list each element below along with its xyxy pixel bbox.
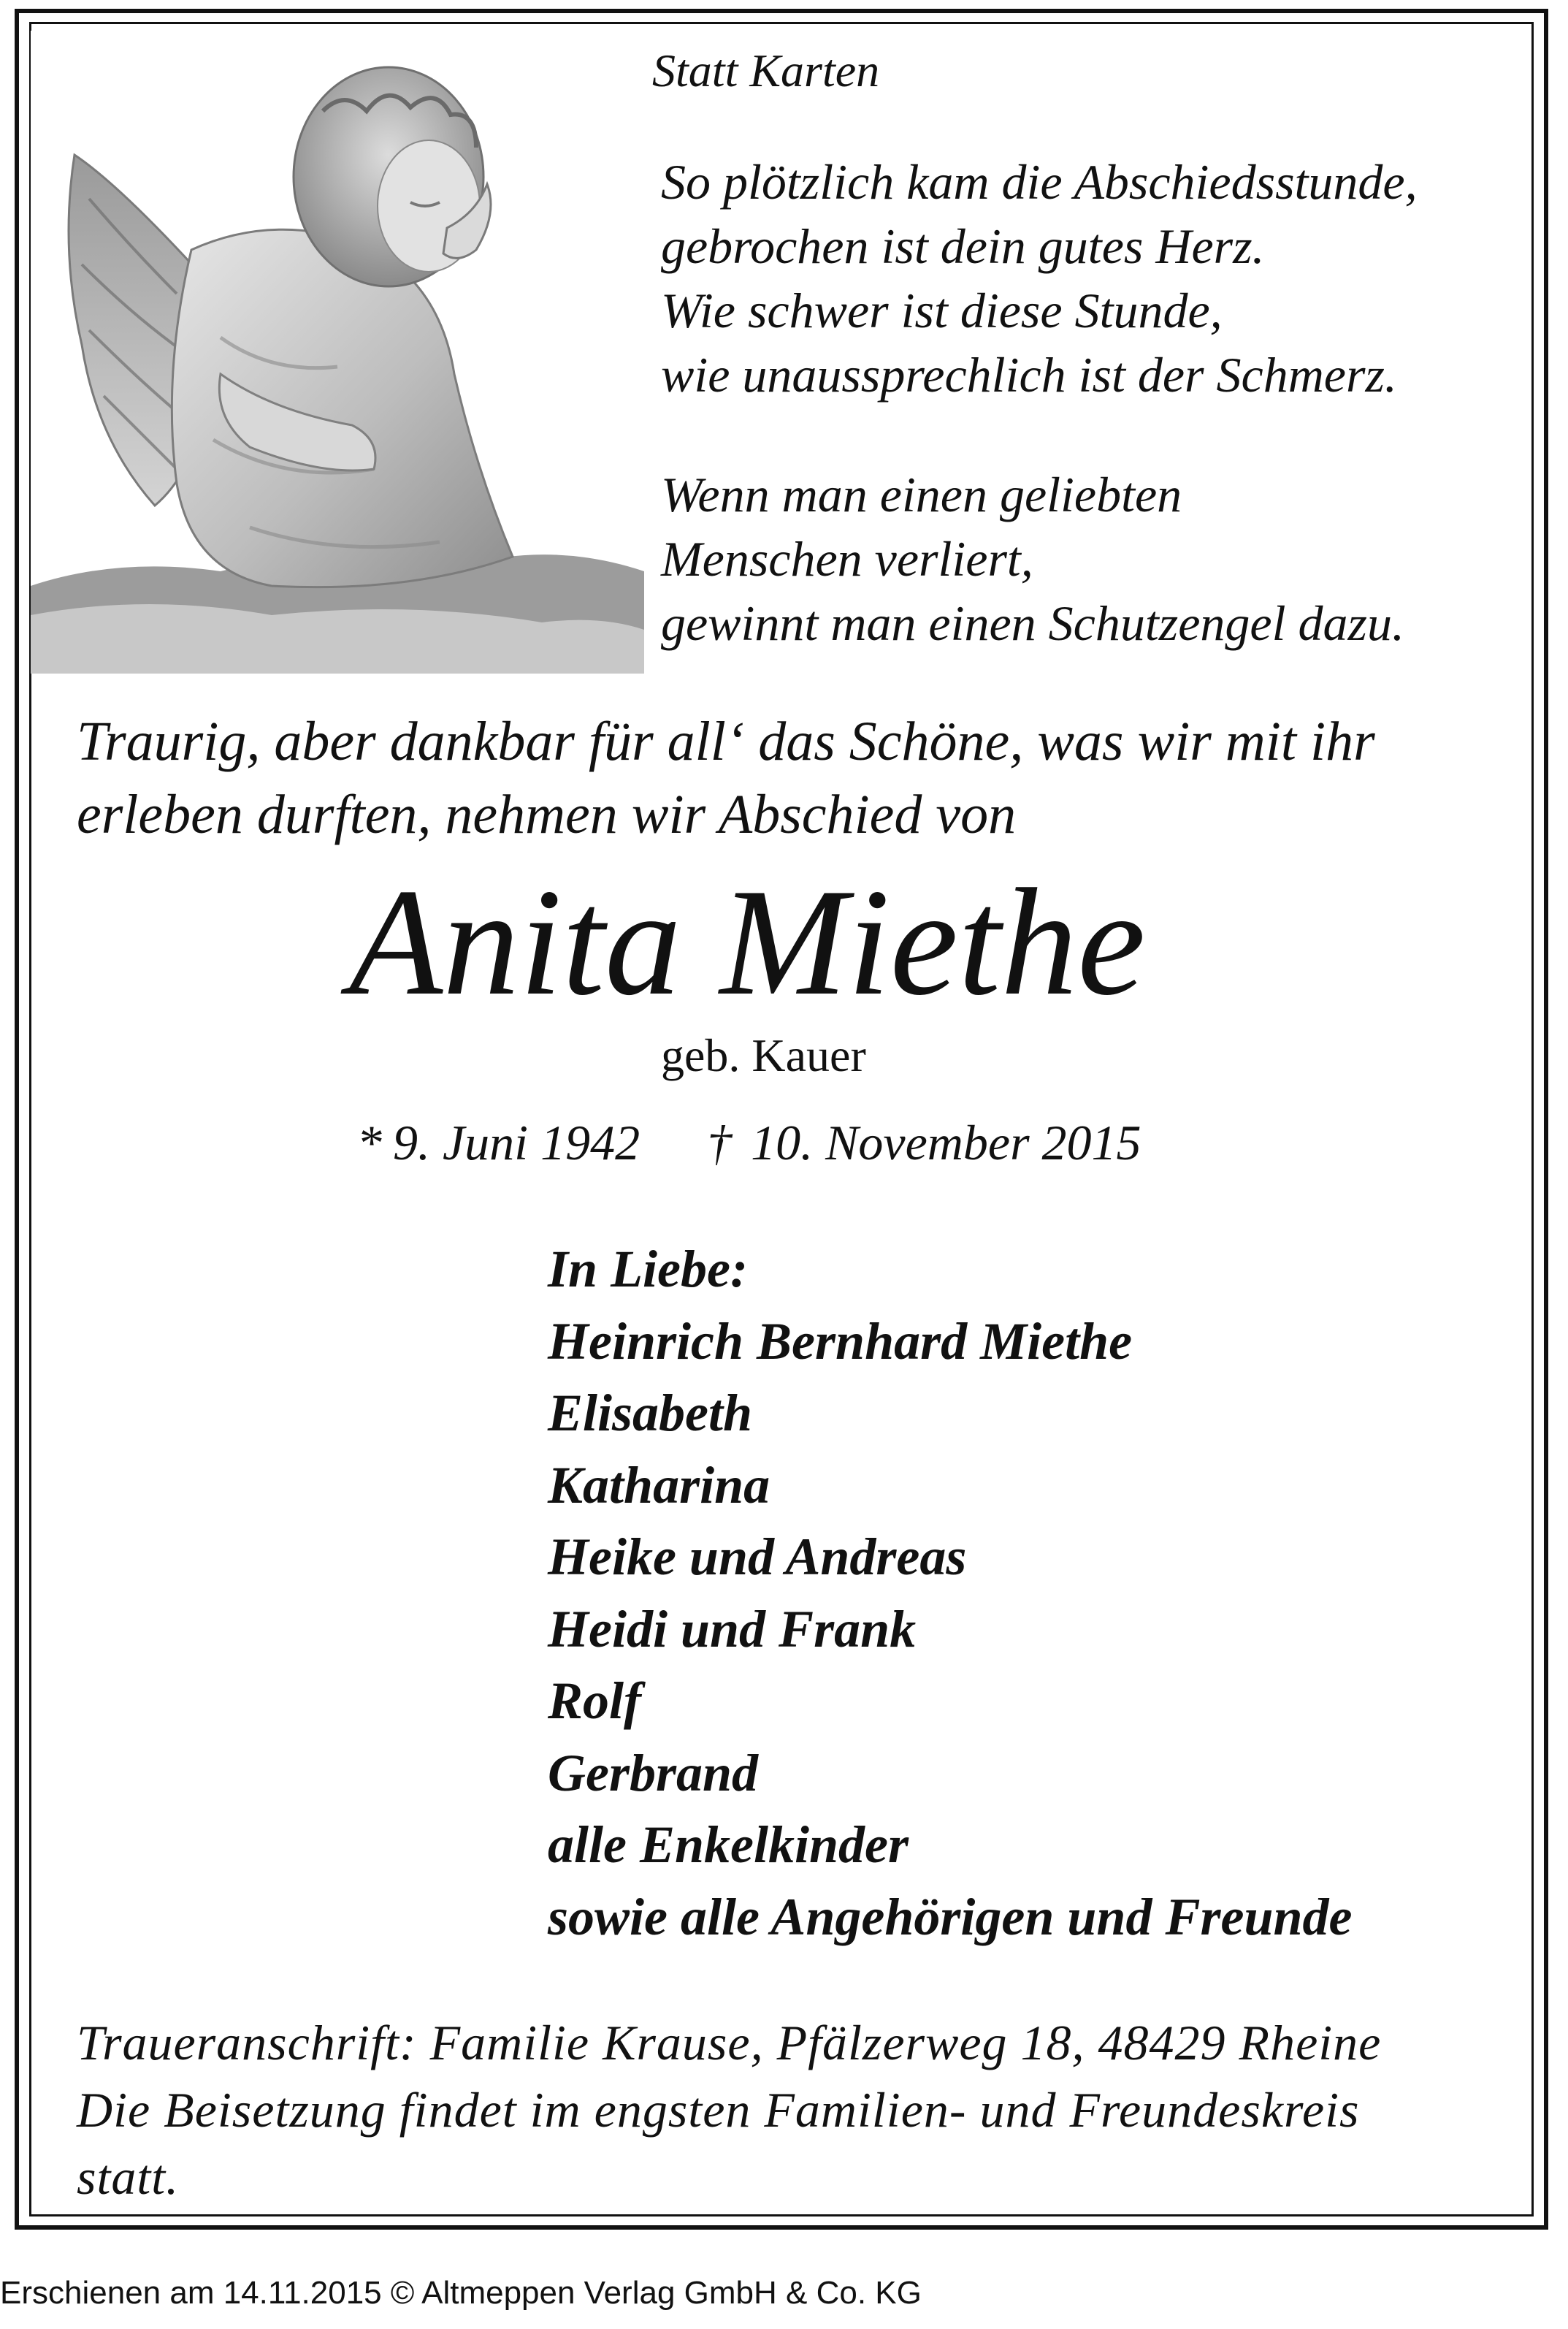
- mourner-entry: Katharina: [548, 1455, 770, 1514]
- poem-line: Wenn man einen geliebten: [661, 467, 1182, 522]
- life-dates: [359, 1114, 1141, 1172]
- publication-footer: Erschienen am 14.11.2015 © Altmeppen Verlag GmbH & Co. KG: [0, 2275, 922, 2311]
- mourners-heading: In Liebe:: [548, 1240, 748, 1298]
- poem-line: gewinnt man einen Schutzengel dazu.: [661, 595, 1404, 651]
- poem-line: wie unaussprechlich ist der Schmerz.: [661, 347, 1397, 403]
- angel-statue-image: [31, 31, 644, 674]
- mourners-list: [548, 1233, 1353, 1953]
- poem-stanza-1: [661, 150, 1418, 407]
- mourner-entry: Heike und Andreas: [548, 1528, 967, 1586]
- poem-line: Wie schwer ist diese Stunde,: [661, 283, 1223, 338]
- intro-line: erleben durften, nehmen wir Abschied von: [77, 784, 1017, 845]
- death-symbol: †: [707, 1115, 733, 1170]
- mourning-address: Traueranschrift: Familie Krause, Pfälzerweg 18, 48429 Rheine: [77, 2015, 1382, 2070]
- birth-date: 9. Juni 1942: [393, 1115, 640, 1170]
- poem-line: So plötzlich kam die Abschiedsstunde,: [661, 154, 1418, 210]
- closing-text: [77, 2009, 1381, 2211]
- poem-line: Menschen verliert,: [661, 531, 1033, 587]
- funeral-note-end: statt.: [77, 2149, 180, 2205]
- maiden-name: geb. Kauer: [661, 1029, 866, 1081]
- birth-symbol: *: [359, 1115, 384, 1170]
- poem-line: gebrochen ist dein gutes Herz.: [661, 218, 1265, 274]
- header-statt-karten: Statt Karten: [652, 45, 880, 96]
- death-date: 10. November 2015: [751, 1115, 1141, 1170]
- mourner-entry: Elisabeth: [548, 1384, 753, 1442]
- mourner-entry: sowie alle Angehörigen und Freunde: [548, 1887, 1353, 1946]
- funeral-note: Die Beisetzung findet im engsten Familien- und Freundeskreis: [77, 2082, 1360, 2138]
- mourner-entry: alle Enkelkinder: [548, 1815, 909, 1874]
- intro-text: [77, 705, 1375, 851]
- mourner-entry: Heidi und Frank: [548, 1599, 917, 1658]
- poem-stanza-2: [661, 462, 1404, 655]
- intro-line: Traurig, aber dankbar für all‘ das Schöne, was wir mit ihr: [77, 711, 1375, 772]
- mourner-entry: Gerbrand: [548, 1743, 759, 1802]
- mourner-entry: Heinrich Bernhard Miethe: [548, 1311, 1133, 1371]
- deceased-name: Anita Miethe: [349, 858, 1146, 1027]
- mourner-entry: Rolf: [548, 1672, 642, 1730]
